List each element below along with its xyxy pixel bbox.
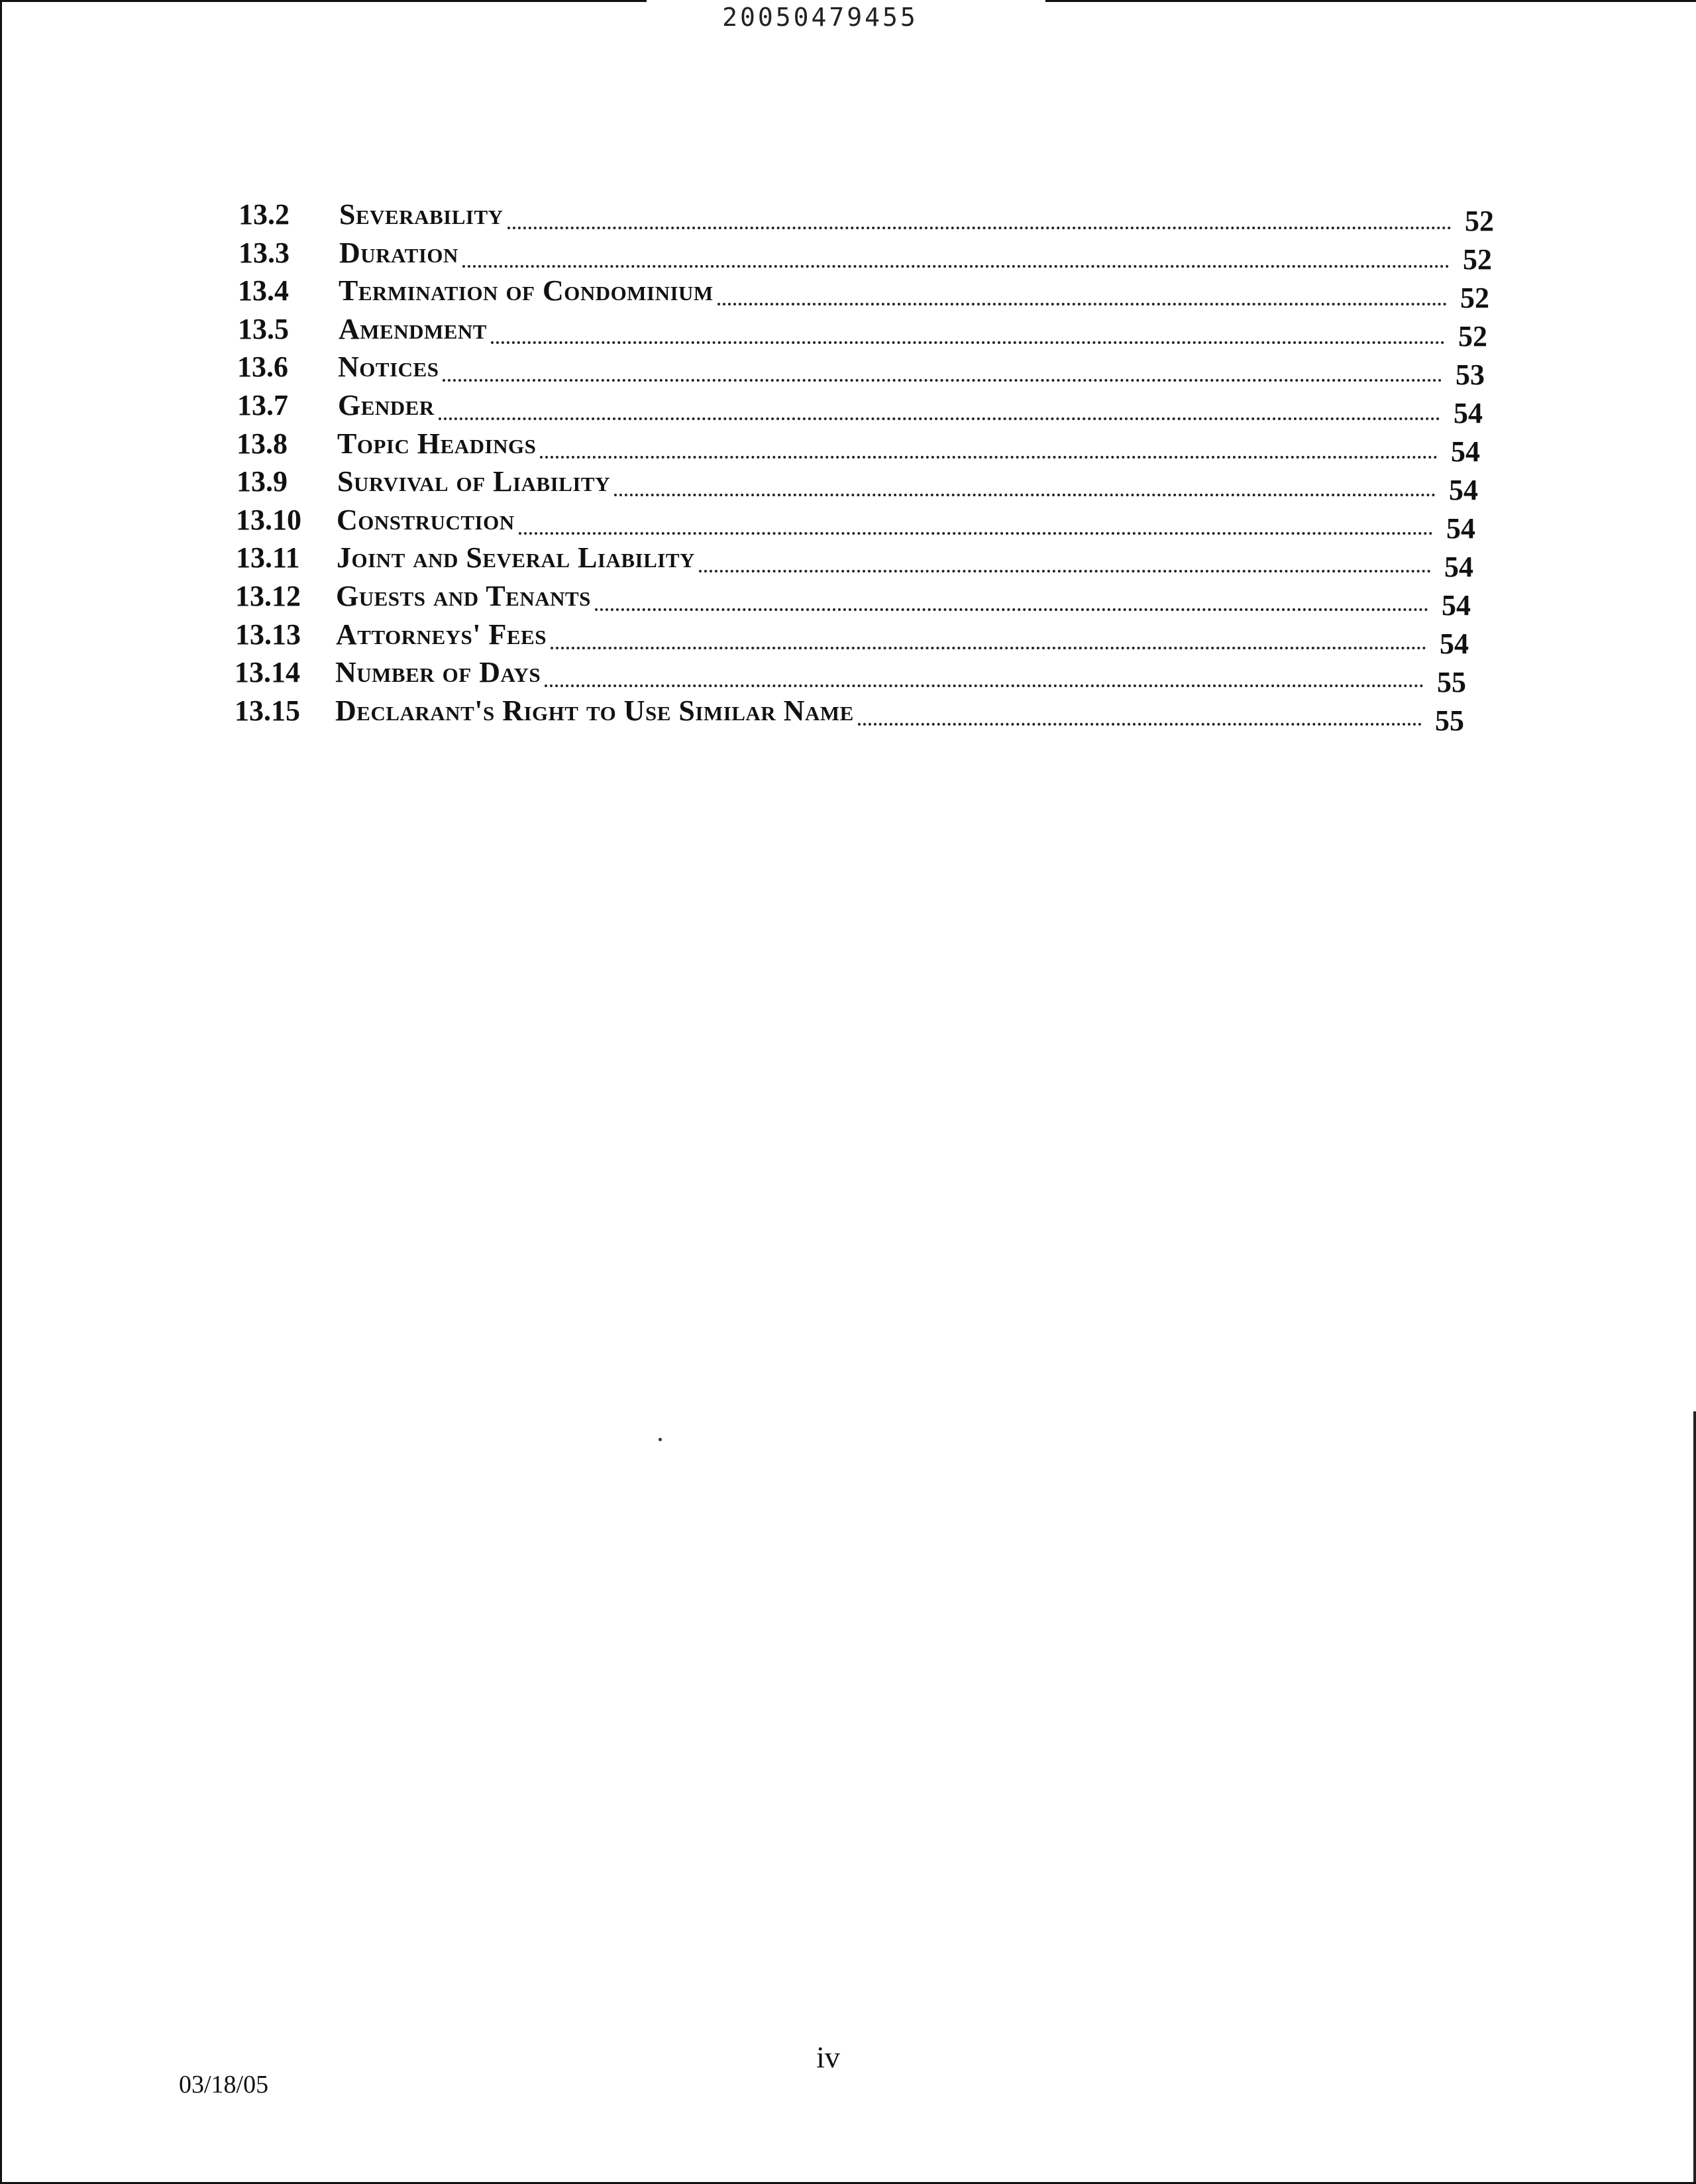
toc-entry-title: Guests and Tenants bbox=[336, 580, 591, 612]
toc-dot-leader bbox=[858, 720, 1422, 726]
toc-entry-number: 13.12 bbox=[235, 580, 301, 612]
toc-entry-page: 52 bbox=[1465, 205, 1494, 237]
toc-entry-number: 13.8 bbox=[237, 427, 288, 460]
toc-entry-page: 54 bbox=[1442, 589, 1471, 622]
toc-dot-leader bbox=[595, 606, 1428, 611]
toc-entry-page: 54 bbox=[1440, 627, 1469, 660]
scan-speck bbox=[659, 1438, 662, 1441]
toc-entry-number: 13.5 bbox=[238, 312, 289, 345]
toc-entry-page: 52 bbox=[1458, 319, 1487, 353]
page-number: iv bbox=[816, 2040, 840, 2074]
toc-dot-leader bbox=[491, 339, 1445, 344]
toc-entry-title: Joint and Several Liability bbox=[337, 541, 695, 574]
toc-entry-title: Declarant's Right to Use Similar Name bbox=[335, 694, 854, 727]
toc-entry-number: 13.6 bbox=[237, 351, 288, 384]
toc-entry-number: 13.3 bbox=[238, 236, 290, 269]
toc-entry-page: 52 bbox=[1463, 243, 1492, 276]
toc-entry-title: Termination of Condominium bbox=[339, 274, 714, 307]
toc-entry-number: 13.10 bbox=[236, 503, 301, 536]
toc-dot-leader bbox=[519, 529, 1433, 535]
toc-entry-number: 13.14 bbox=[235, 656, 300, 689]
toc-entry-title: Topic Headings bbox=[337, 427, 537, 460]
toc-entry-title: Survival of Liability bbox=[337, 465, 610, 498]
toc-entry-page: 53 bbox=[1456, 358, 1485, 391]
toc-entry-number: 13.13 bbox=[235, 618, 301, 651]
toc-dot-leader bbox=[443, 376, 1442, 382]
toc-entry-number: 13.7 bbox=[237, 389, 288, 421]
toc-entry-title: Construction bbox=[337, 503, 515, 536]
toc-entry-page: 54 bbox=[1444, 550, 1473, 583]
toc-entry-number: 13.9 bbox=[237, 465, 288, 498]
scan-border-right bbox=[1693, 1411, 1696, 2184]
toc-entry-title: Severability bbox=[339, 198, 504, 231]
toc-dot-leader bbox=[439, 415, 1440, 420]
toc-entry-title: Gender bbox=[338, 389, 435, 421]
toc-entry-title: Notices bbox=[338, 351, 439, 384]
toc-entry-number: 13.11 bbox=[236, 541, 300, 574]
toc-entry-page: 55 bbox=[1435, 704, 1464, 737]
toc-entry-page: 54 bbox=[1454, 397, 1483, 429]
toc-entry-title: Duration bbox=[339, 236, 458, 269]
scan-border-left bbox=[0, 0, 2, 2184]
toc-entry-page: 54 bbox=[1446, 512, 1475, 545]
toc-entry-page: 54 bbox=[1451, 435, 1480, 468]
toc-entry-number: 13.15 bbox=[235, 694, 300, 727]
toc-entry-title: Attorneys' Fees bbox=[336, 618, 547, 651]
document-number: 20050479455 bbox=[722, 3, 918, 32]
toc-dot-leader bbox=[699, 567, 1431, 573]
scan-border-top-right bbox=[1045, 0, 1696, 2]
toc-entry-page: 52 bbox=[1460, 281, 1489, 314]
toc-dot-leader bbox=[462, 262, 1450, 268]
toc-dot-leader bbox=[540, 453, 1438, 459]
toc-entry-page: 54 bbox=[1449, 473, 1478, 506]
toc-entry-title: Amendment bbox=[339, 312, 487, 345]
toc-dot-leader bbox=[507, 224, 1452, 229]
toc-entry-number: 13.4 bbox=[238, 274, 289, 307]
toc-entry-number: 13.2 bbox=[238, 198, 290, 231]
toc-entry-page: 55 bbox=[1437, 665, 1466, 698]
toc-dot-leader bbox=[614, 491, 1436, 496]
toc-dot-leader bbox=[551, 644, 1426, 649]
toc-dot-leader bbox=[545, 682, 1424, 687]
toc-dot-leader bbox=[717, 300, 1447, 305]
document-date: 03/18/05 bbox=[179, 2071, 269, 2099]
scan-border-top-left bbox=[0, 0, 647, 2]
toc-entry-title: Number of Days bbox=[335, 656, 541, 689]
